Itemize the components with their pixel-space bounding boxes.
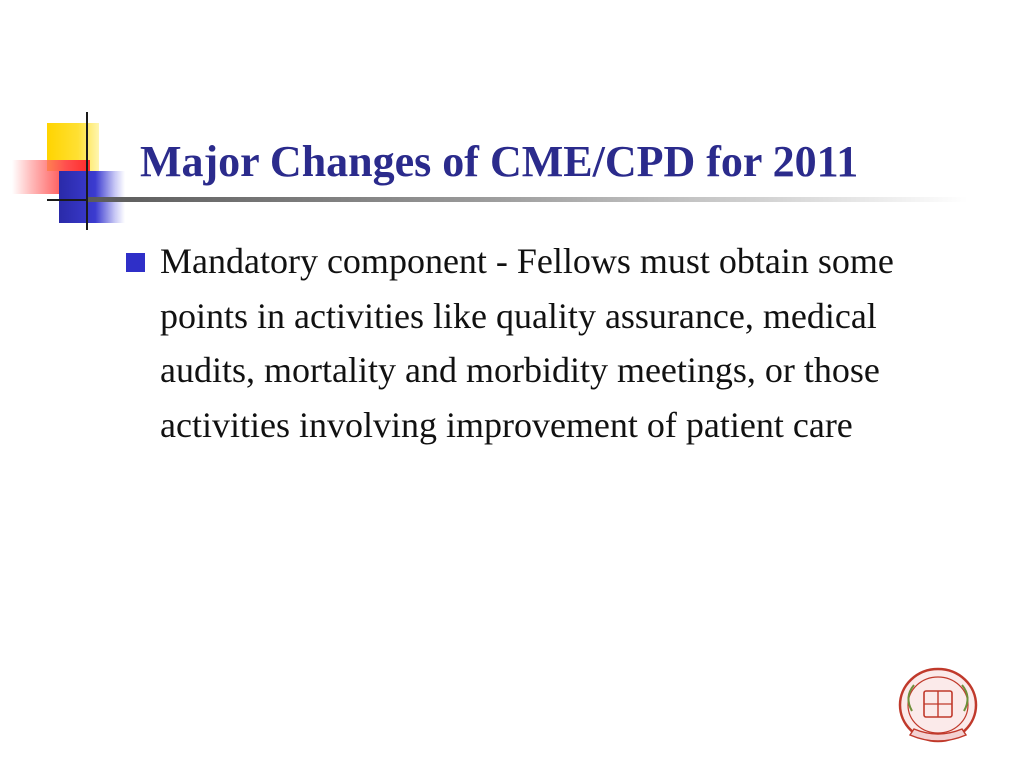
slide-title: Major Changes of CME/CPD for 2011 (140, 137, 859, 186)
square-bullet-icon (126, 253, 145, 272)
slide-body (122, 234, 942, 452)
bullet-text: Mandatory component - Fellows must obtain some points in activities like quality assurance, medical audits, mortality and morbidity meetings, or those activities involving improvement of patient care (160, 241, 894, 445)
title-underline (88, 197, 968, 202)
bullet-item (122, 234, 942, 452)
decor-vertical-line (86, 112, 88, 230)
academy-seal-icon (890, 667, 986, 749)
